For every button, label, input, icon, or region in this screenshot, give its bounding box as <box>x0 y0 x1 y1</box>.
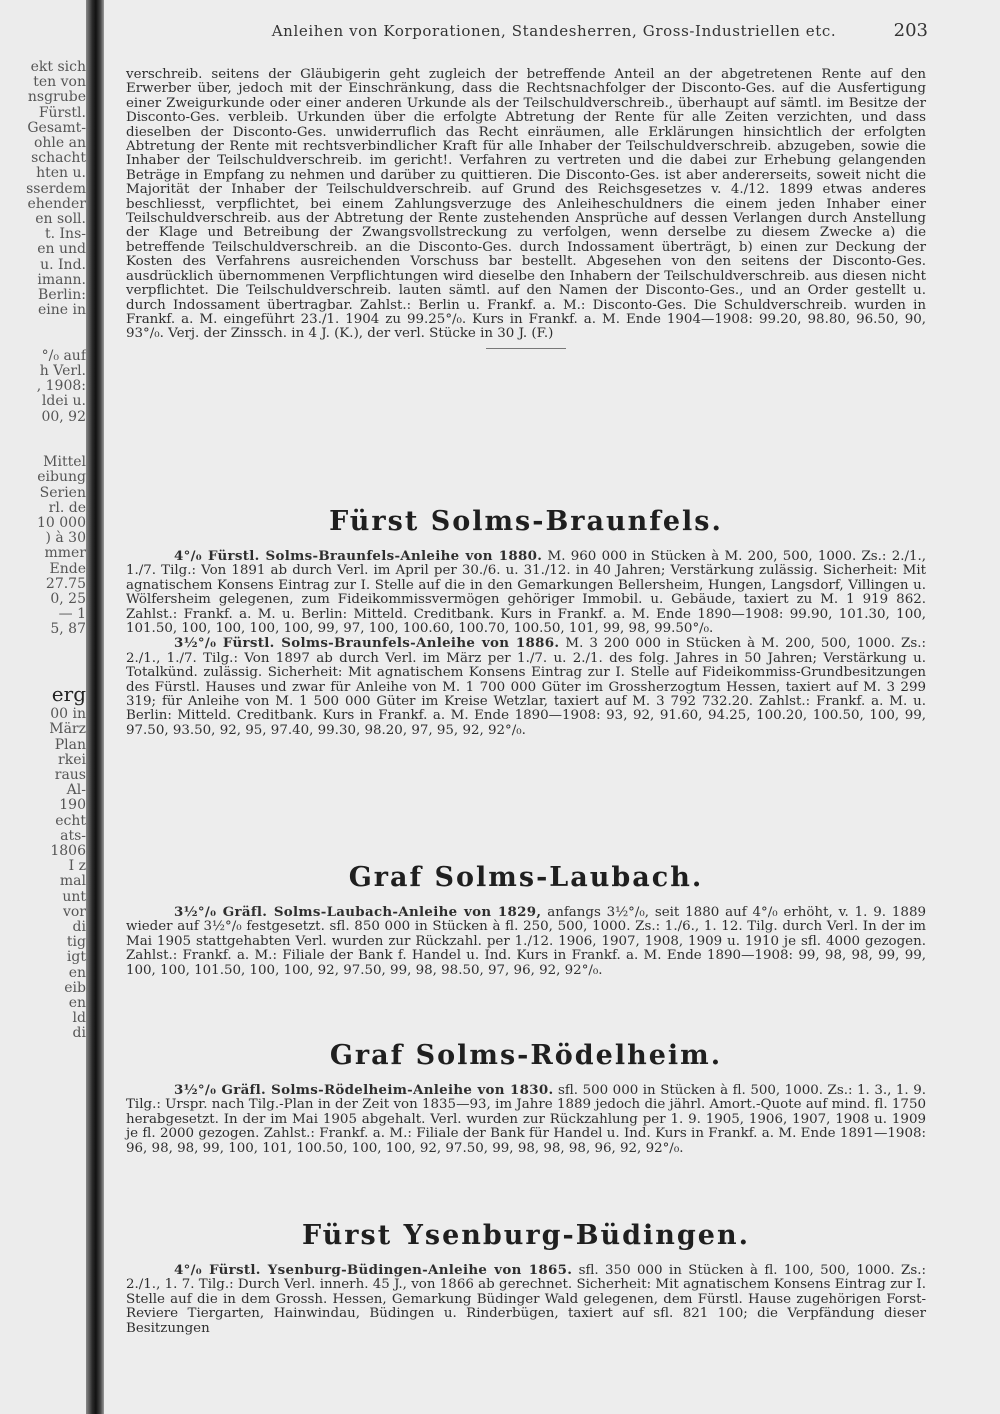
facing-page-line: di <box>72 919 86 935</box>
facing-page-line: imann. <box>37 271 86 288</box>
facing-page-line: ld <box>72 1010 86 1027</box>
section-title: Graf Solms-Rödelheim. <box>329 1040 723 1071</box>
facing-page-line: mmer <box>44 545 86 562</box>
bond-title: 3½°/₀ Gräfl. Solms-Rödelheim-Anleihe von 1830. <box>174 1082 554 1098</box>
facing-page-line: Fürstl. <box>38 104 86 121</box>
facing-page-line: ats- <box>60 827 86 844</box>
facing-page-line: u. Ind. <box>40 256 86 273</box>
facing-page-line: raus <box>54 767 86 783</box>
facing-page-line: ohle an <box>33 135 86 151</box>
facing-page-line: — 1 <box>58 606 86 623</box>
facing-page-line: eib <box>64 979 86 996</box>
facing-page-line: erg <box>51 682 86 707</box>
section-title: Graf Solms-Laubach. <box>348 862 704 893</box>
facing-page-line: echt <box>55 812 86 829</box>
facing-page-line: en <box>68 995 86 1011</box>
facing-page-line: unt <box>62 888 86 905</box>
facing-page-line: ten von <box>33 74 86 91</box>
facing-page-line: 1806 <box>50 843 86 859</box>
bond-title: 4°/₀ Fürstl. Ysenburg-Büdingen-Anleihe von 1865. <box>174 1262 573 1278</box>
bond-title: 4°/₀ Fürstl. Solms-Braunfels-Anleihe von 1880. <box>174 548 543 564</box>
facing-page-line: ekt sich <box>30 59 86 75</box>
bond-entry <box>126 549 926 636</box>
facing-page-line: sserdem <box>26 180 86 197</box>
section-ysenburg-buedingen <box>126 1220 926 1336</box>
facing-page-line: igt <box>66 949 86 966</box>
facing-page-line: hten u. <box>36 165 86 182</box>
facing-page-line: 00 in <box>50 706 86 723</box>
bond-entry <box>126 905 926 978</box>
facing-page-line: en soll. <box>35 211 86 227</box>
facing-page-line: en und <box>37 241 86 258</box>
bond-title: 3½°/₀ Fürstl. Solms-Braunfels-Anleihe von 1886. <box>174 635 560 652</box>
facing-page-line: Berlin: <box>38 287 86 303</box>
facing-page-line: tig <box>66 934 86 951</box>
bond-entry <box>126 1263 926 1336</box>
bond-text: anfangs 3½°/₀, seit 1880 auf 4°/₀ erhöht, v. 1. 9. 1889 wieder auf 3½°/₀ festgesetzt. sfl. 850 000 in Stücken à fl. 250, 500, 1000. Zs.: 1./6., 1. 12. Tilg. durch Verl. In der im Mai 1905 stattgehabten Verl. wurden zur Rückzahl. per 1./12. 1906, 1907, 1908, 1909 u. 1910 je sfl. 4000 gezogen. Zahlst.: Frankf. a. M.: Filiale der Bank f. Handel u. Ind. Kurs in Frankf. a. M. Ende 1890—1908: 99, 98, 98, 99, 99, 100, 100, 101.50, 100, 100, 92, 97.50, 99, 98, 98.50, 97, 96, 92, 92°/₀. <box>126 905 926 978</box>
document-page <box>104 0 1000 1414</box>
bond-text: M. 960 000 in Stücken à M. 200, 500, 1000. Zs.: 2./1., 1./7. Tilg.: Von 1891 ab durch Verl. im April per 30./6. u. 31./12. in 40 Jahren; Verstärkung zulässig. Sicherheit: Mit agnatischem Konsens Eintrag zur I. Stelle auf die in den Gemarkungen Bellersheim, Hungen, Langsdorf, Villingen u. Wölfersheim gelegenen, zum Fideikommissvermögen gehöriger Immobil. u. Gebäude, taxiert zu M. 1 919 862. Zahlst.: Frankf. a. M. u. Berlin: Mitteld. Creditbank. Kurs in Frankf. a. M. Ende 1890—1908: 99.90, 101.30, 100, 101.50, 100, 100, 100, 100, 99, 97, 100, 100.60, 100.70, 100.50, 101, 99, 98, 99.50°/₀. <box>126 549 927 637</box>
section-solms-laubach <box>126 862 926 978</box>
section-title: Fürst Ysenburg-Büdingen. <box>301 1220 751 1251</box>
facing-page-line: Serien <box>39 484 86 501</box>
section-title: Fürst Solms-Braunfels. <box>329 506 723 537</box>
bond-text: M. 3 200 000 in Stücken à M. 200, 500, 1000. Zs.: 2./1., 1./7. Tilg.: Von 1897 ab durch Verl. im März per 1./7. u. 2./1. des folg. Jahres in 50 Jahren; Verstärkung u. Totalkünd. zulässig. Sicherheit: Mit agnatischem Konsens Eintrag zur I. Stelle auf Fideikommiss-Grundbesitzungen des Fürstl. Hauses und zwar für Anleihe von M. 1 700 000 Güter im Grossherzogtum Hessen, taxiert auf M. 3 299 319; für Anleihe von M. 1 500 000 Güter im Kreise Wetzlar, taxiert auf M. 3 792 732.20. Zahlst.: Frankf. a. M. u. Berlin: Mitteld. Creditbank. Kurs in Frankf. a. M. Ende 1890—1908: 93, 92, 91.60, 94.25, 100.20, 100.50, 100, 99, 97.50, 93.50, 92, 95, 97.40, 99.30, 98.20, 97, 95, 92, 92°/₀. <box>126 636 926 738</box>
facing-page-line: °/₀ auf <box>41 347 86 364</box>
section-solms-braunfels <box>126 506 926 738</box>
facing-page-line: mal <box>59 873 86 890</box>
facing-page-line: eibung <box>37 469 86 486</box>
facing-page-line: ldei u. <box>41 393 86 410</box>
facing-page-line: 5, 87 <box>50 621 86 638</box>
facing-page-line: t. Ins- <box>45 226 86 243</box>
bond-entry <box>126 1083 926 1156</box>
facing-page-line: ) à 30 <box>45 530 86 547</box>
facing-page-margin <box>0 0 90 1414</box>
section-solms-roedelheim <box>126 1040 926 1156</box>
facing-page-line: 00, 92 <box>41 408 86 425</box>
facing-page-line: 0, 25 <box>50 591 86 607</box>
facing-page-line: rl. de <box>48 499 86 516</box>
bond-text: sfl. 500 000 in Stücken à fl. 500, 1000. Zs.: 1. 3., 1. 9. Tilg.: Urspr. nach Tilg.-Plan in der Zeit von 1835—93, im Jahre 1889 jedoch die jährl. Amort.-Quote auf mind. fl. 1750 herabgesetzt. In der im Mai 1905 abgehalt. Verl. wurden zur Rückzahlung per 1. 9. 1905, 1906, 1907, 1908 u. 1909 je fl. 2000 gezogen. Zahlst.: Frankf. a. M.: Filiale der Bank für Handel u. Ind. Kurs in Frankf. a. M. Ende 1891—1908: 96, 98, 98, 99, 100, 101, 100.50, 100, 100, 92, 97.50, 99, 98, 98, 98, 96, 92, 92°/₀. <box>126 1083 926 1156</box>
facing-page-line: eine in <box>37 302 86 319</box>
facing-page-line: Plan <box>54 736 86 753</box>
separator-rule <box>486 348 566 349</box>
facing-page-line: 27.75 <box>45 575 86 592</box>
facing-page-line: h Verl. <box>39 363 86 379</box>
facing-page-line: 190 <box>59 797 86 814</box>
bond-entry <box>126 636 926 738</box>
facing-page-line: rkei <box>58 751 86 768</box>
running-title: Anleihen von Korporationen, Standesherren, Gross-Industriellen etc. <box>271 22 837 40</box>
facing-page-line: 10 000 <box>37 515 86 531</box>
facing-page-line: I z <box>68 858 86 875</box>
facing-page-line: vor <box>62 903 86 920</box>
facing-page-line: di <box>72 1025 86 1042</box>
facing-page-line: en <box>68 964 86 981</box>
facing-page-line: Mittel <box>43 454 86 471</box>
facing-page-line: schacht <box>31 150 86 167</box>
facing-page-line: März <box>49 721 86 738</box>
facing-page-line: Al- <box>66 782 86 799</box>
book-binding <box>86 0 104 1414</box>
facing-page-line: ehender <box>27 195 86 212</box>
facing-page-line: Gesamt- <box>27 119 86 136</box>
facing-page-line: , 1908: <box>36 378 86 395</box>
intro-block <box>126 68 926 349</box>
intro-paragraph: verschreib. seitens der Gläubigerin geht zugleich der betreffende Anteil an der abgetretenen Rente auf den Erwerber über, jedoch mit der Einschränkung, dass die Rechtsnachfolger der Disconto-Ges. auf die Ausfertigung einer Zweigurkunde oder einer anderen Urkunde als der Teilschuldverschreib., überhaupt auf sämtl. im Besitze der Disconto-Ges. verbleib. Urkunden über die erfolgte Abtretung der Rente für alle Zeiten verzichten, und dass dieselben der Disconto-Ges. unwiderruflich das Recht einräumen, alle Erklärungen hinsichtlich der erfolgten Abtretung der Rente mit rechtsverbindlicher Kraft für alle Inhaber der Teilschuldverschreib. abzugeben, sowie die Inhaber der Teilschuldverschreib. im gericht!. Verfahren zu vertreten und die dabei zur Erhebung gelangenden Beträge in Empfang zu nehmen und darüber zu quittieren. Die Disconto-Ges. ist aber andererseits, soweit nicht die Majorität der Inhaber der Teilschuldverschreib. auf Grund des Reichsgesetzes v. 4./12. 1899 etwas anderes beschliesst, verpflichtet, bei einem Zahlungsverzuge des Anleiheschuldners die einem jeden Inhaber einer Teilschuldverschreib. aus der Abtretung der Rente zustehenden Ansprüche auf dessen Verlangen durch Anstellung der Klage und Betreibung der Zwangsvollstreckung zu verfolgen, wenn derselbe zu diesem Zwecke a) die betreffende Teilschuldverschreib. an die Disconto-Ges. durch Indossament überträgt, b) einen zur Deckung der Kosten des Verfahrens ausreichenden Vorschuss bar bestellt. Abgesehen von den seitens der Disconto-Ges. ausdrücklich übernommenen Verpflichtungen wird dieselbe den Inhabern der Teilschuldverschreib. aus diesen nicht verpflichtet. Die Teilschuldverschreib. lauten sämtl. auf den Namen der Disconto-Ges., und an Order gestellt u. durch Indossament übertragbar. Zahlst.: Berlin u. Frankf. a. M.: Disconto-Ges. Die Schuldverschreib. wurden in Frankf. a. M. eingeführt 23./1. 1904 zu 99.25°/₀. Kurs in Frankf. a. M. Ende 1904—1908: 99.20, 98.80, 96.50, 90, 93°/₀. Verj. der Zinssch. in 4 J. (K.), der verl. Stücke in 30 J. (F.) <box>126 67 926 342</box>
bond-title: 3½°/₀ Gräfl. Solms-Laubach-Anleihe von 1829, <box>174 904 542 920</box>
facing-page-line: nsgrube <box>27 89 86 106</box>
facing-page-line: Ende <box>49 560 86 577</box>
page-number: 203 <box>893 20 928 41</box>
bond-text: sfl. 350 000 in Stücken à fl. 100, 500, 1000. Zs.: 2./1., 1. 7. Tilg.: Durch Verl. innerh. 45 J., von 1866 ab gerechnet. Sicherheit: Mit agnatischem Konsens Eintrag zur I. Stelle auf die in dem Grossh. Hessen, Gemarkung Büdinger Wald gelegenen, dem Fürstl. Hause zugehörigen Forst-Reviere Tiergarten, Hainwindau, Büdingen u. Rinderbügen, taxiert auf sfl. 821 100; die Verpfändung dieser Besitzungen <box>126 1263 926 1336</box>
